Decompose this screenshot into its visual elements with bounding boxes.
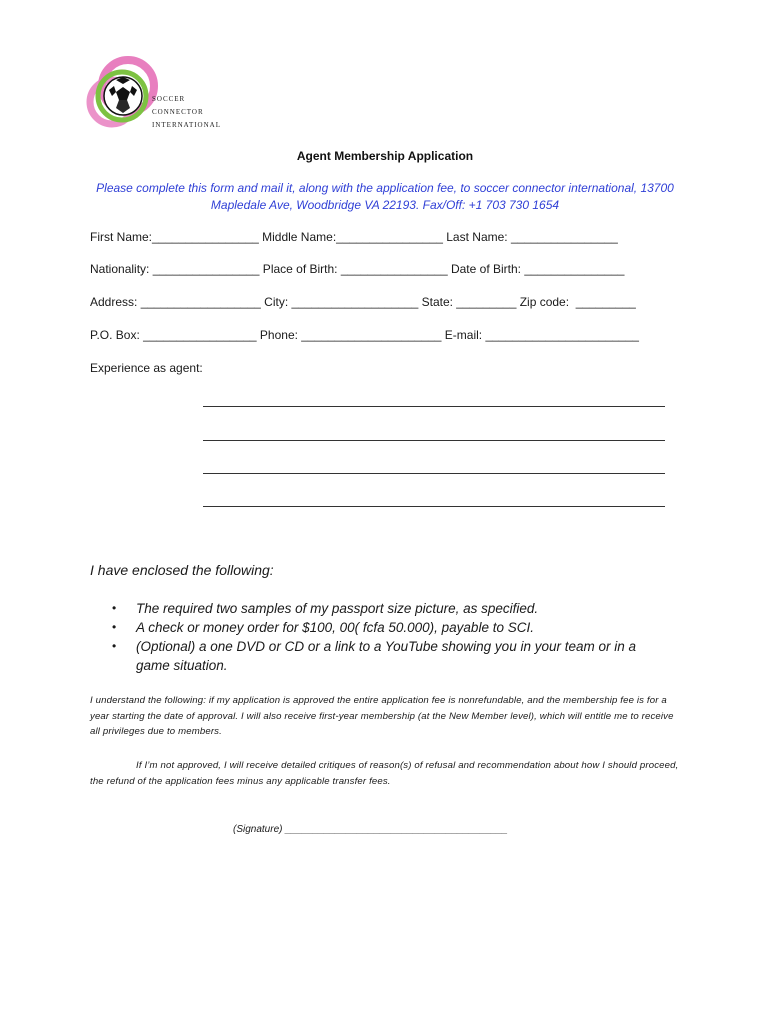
list-item-text: The required two samples of my passport size picture, as specified. [136, 601, 539, 616]
page-title: Agent Membership Application [296, 149, 474, 163]
list-item-text: (Optional) a one DVD or CD or a link to a YouTube showing you in your team or in a game situation. [136, 639, 637, 673]
logo-wordmark [152, 92, 221, 131]
enclosed-list [112, 599, 672, 675]
enclosed-heading: I have enclosed the following: [90, 562, 274, 578]
logo-line-2: connector [152, 106, 204, 117]
logo-line-3: international [152, 119, 221, 130]
logo-line-1: soccer [152, 93, 186, 104]
not-approved-paragraph: If I’m not approved, I will receive detailed critiques of reason(s) of refusal and recommendation about how I should proceed, the refund of the application fees minus any applicable transfer fees. [90, 760, 679, 787]
experience-line-2[interactable] [203, 440, 665, 441]
bullet-icon: • [112, 620, 117, 634]
bullet-icon: • [112, 639, 117, 653]
list-item [112, 618, 672, 637]
experience-label: Experience as agent: [90, 361, 203, 375]
list-item [112, 637, 672, 675]
list-item [112, 599, 672, 618]
experience-line-1[interactable] [203, 406, 665, 407]
address-fields-row[interactable]: Address: __________________ City: ___________________ State: _________ Zip code: _________ [90, 295, 636, 309]
intro-instructions: Please complete this form and mail it, along with the application fee, to soccer connector international, 13700 Mapledale Ave, Woodbridge VA 22193. Fax/Off: +1 703 730 1654 [96, 181, 674, 212]
bullet-icon: • [112, 601, 117, 615]
experience-line-4[interactable] [203, 506, 665, 507]
contact-fields-row[interactable]: P.O. Box: _________________ Phone: _____________________ E-mail: _______________________ [90, 328, 639, 342]
experience-line-3[interactable] [203, 473, 665, 474]
list-item-text: A check or money order for $100, 00( fcfa 50.000), payable to SCI. [136, 620, 534, 635]
signature-line[interactable]: (Signature) ________________________________________ [233, 824, 508, 835]
name-fields-row[interactable]: First Name:________________ Middle Name:________________ Last Name: ________________ [90, 230, 618, 244]
birth-fields-row[interactable]: Nationality: ________________ Place of Birth: ________________ Date of Birth: _______________ [90, 262, 625, 276]
understand-paragraph: I understand the following: if my application is approved the entire application fee is nonrefundable, and the membership fee is for a year starting the date of approval. I will also receive first-year membership (at the New Member level), which will entitle me to receive all privileges due to members. [90, 695, 674, 737]
